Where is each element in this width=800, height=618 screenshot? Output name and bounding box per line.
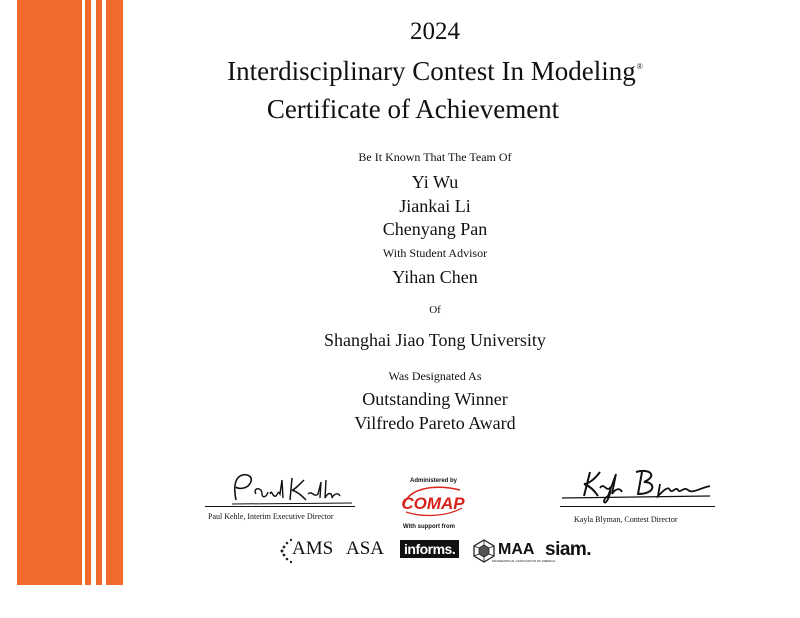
advisor-intro: With Student Advisor [382,246,488,260]
right-signature-image [560,466,720,506]
designation-intro: Was Designated As [388,369,482,383]
award-name: Vilfredo Pareto Award [354,413,516,433]
of-label: Of [429,304,441,316]
advisor-name: Yihan Chen [392,267,478,287]
left-signature-caption: Paul Kehle, Interim Executive Director [208,512,334,521]
maa-subtitle: MATHEMATICAL ASSOCIATION OF AMERICA [492,559,556,563]
right-signature-line [560,506,715,507]
decorative-stripe [106,0,123,585]
designation-text: Outstanding Winner [362,389,508,409]
certificate-year: 2024 [410,18,460,45]
left-signature-line [205,506,355,507]
right-signature-caption: Kayla Blyman, Contest Director [574,515,678,524]
administered-by-label: Administered by [410,478,458,484]
maa-logo: MAA [498,541,535,558]
team-member: Yi Wu [411,172,459,192]
decorative-stripe [85,0,91,585]
registered-mark: ® [636,62,643,71]
contest-name: Interdisciplinary Contest In Modeling [227,56,636,86]
comap-logo [400,482,466,518]
siam-logo: siam. [545,539,592,560]
decorative-stripe [96,0,102,585]
informs-logo: informs. [400,540,459,558]
svg-text:COMAP: COMAP [401,494,465,513]
certificate-subtitle: Certificate of Achievement [266,94,560,124]
contest-title [130,56,740,87]
asa-logo: ASA [346,538,385,559]
support-label: With support from [403,524,455,530]
ams-dots-icon [279,538,293,564]
left-signature-image [222,470,357,508]
intro-text: Be It Known That The Team Of [358,150,512,164]
decorative-stripe [17,0,82,585]
team-member: Chenyang Pan [382,219,488,239]
team-member: Jiankai Li [399,196,471,216]
university-name: Shanghai Jiao Tong University [324,330,546,350]
ams-logo: AMS [292,538,334,559]
